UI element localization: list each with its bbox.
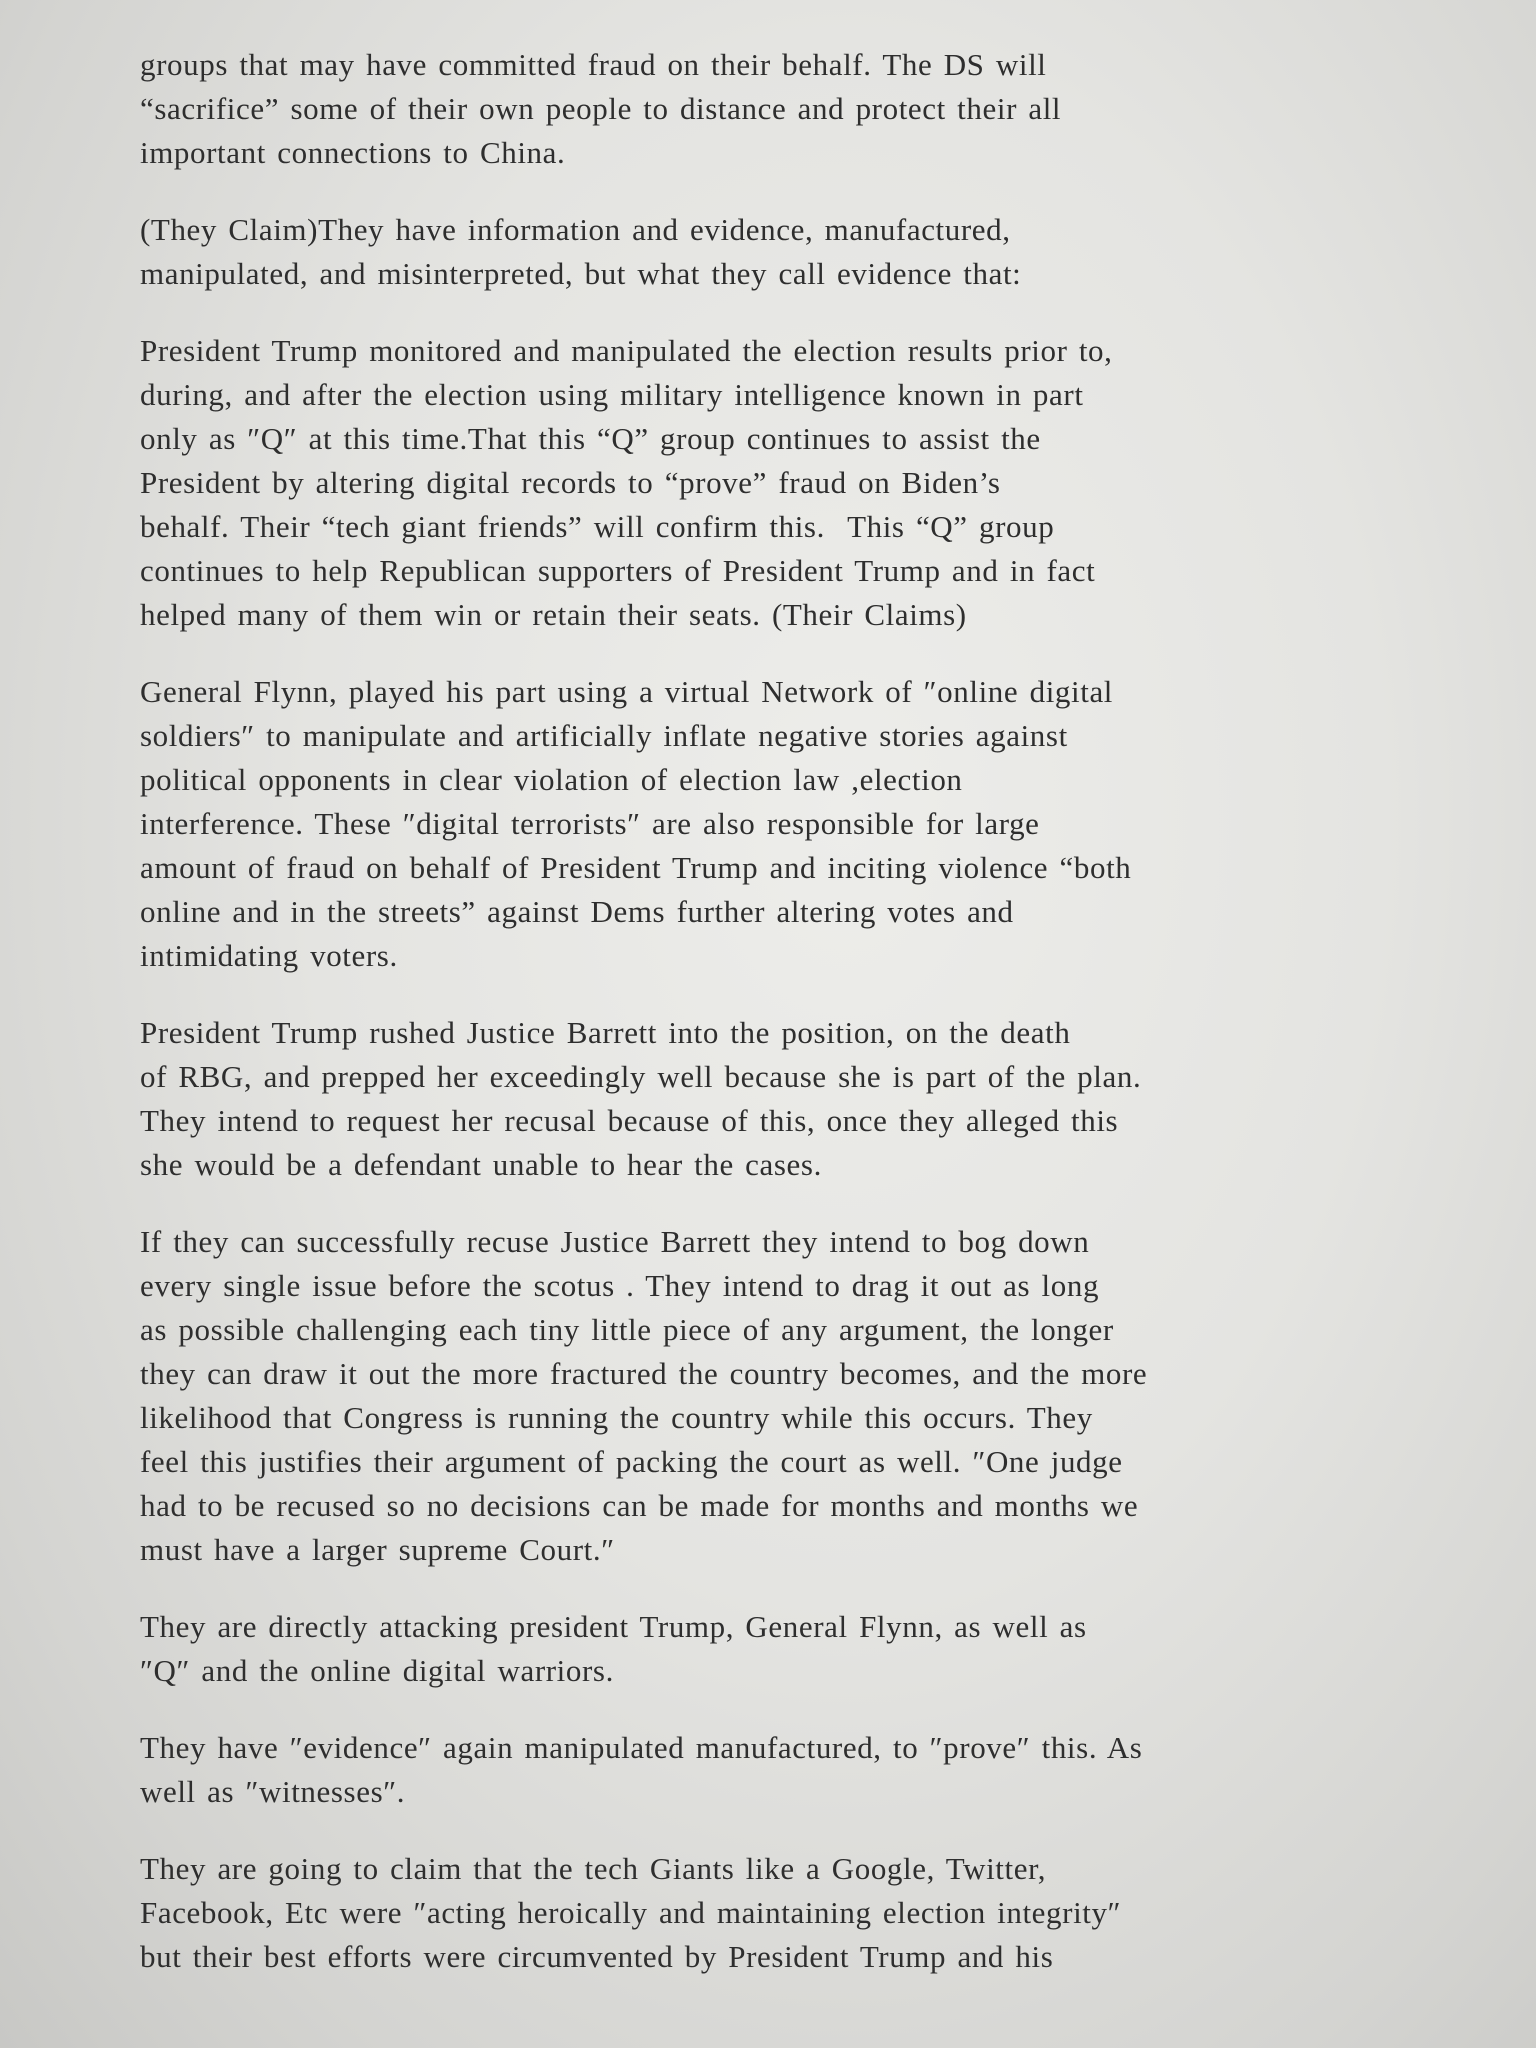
text-line: President by altering digital records to “prove” fraud on Biden’s — [140, 465, 1001, 500]
text-line: If they can successfully recuse Justice Barrett they intend to bog down — [140, 1224, 1090, 1259]
text-line: had to be recused so no decisions can be made for months and months we — [140, 1488, 1139, 1523]
text-line: General Flynn, played his part using a virtual Network of ″online digital — [140, 674, 1114, 709]
text-line: They intend to request her recusal because of this, once they alleged this — [140, 1103, 1119, 1138]
text-line: every single issue before the scotus . They intend to drag it out as long — [140, 1268, 1100, 1303]
paragraph-7 — [140, 1605, 1340, 1693]
text-line: feel this justifies their argument of packing the court as well. ″One judge — [140, 1444, 1123, 1479]
paragraph-2 — [140, 208, 1340, 296]
text-line: only as ″Q″ at this time.That this “Q” group continues to assist the — [140, 421, 1041, 456]
text-line: “sacrifice” some of their own people to distance and protect their all — [140, 91, 1062, 126]
text-line: likelihood that Congress is running the country while this occurs. They — [140, 1400, 1093, 1435]
document-body — [140, 43, 1340, 2012]
text-line: groups that may have committed fraud on their behalf. The DS will — [140, 47, 1047, 82]
text-line: during, and after the election using military intelligence known in part — [140, 377, 1084, 412]
paragraph-1 — [140, 43, 1340, 175]
paragraph-8 — [140, 1726, 1340, 1814]
paragraph-4 — [140, 670, 1340, 978]
text-line: but their best efforts were circumvented by President Trump and his — [140, 1939, 1054, 1974]
text-line: political opponents in clear violation of election law ,election — [140, 762, 963, 797]
text-line: amount of fraud on behalf of President Trump and inciting violence “both — [140, 850, 1132, 885]
text-line: manipulated, and misinterpreted, but what they call evidence that: — [140, 256, 1022, 291]
text-line: helped many of them win or retain their seats. (Their Claims) — [140, 597, 967, 632]
paragraph-6 — [140, 1220, 1340, 1572]
text-line: important connections to China. — [140, 135, 566, 170]
text-line: intimidating voters. — [140, 938, 398, 973]
text-line: interference. These ″digital terrorists″ are also responsible for large — [140, 806, 1040, 841]
text-line: online and in the streets” against Dems further altering votes and — [140, 894, 1014, 929]
text-line: President Trump monitored and manipulated the election results prior to, — [140, 333, 1113, 368]
text-line: soldiers″ to manipulate and artificially inflate negative stories against — [140, 718, 1068, 753]
text-line: she would be a defendant unable to hear the cases. — [140, 1147, 822, 1182]
text-line: must have a larger supreme Court.″ — [140, 1532, 615, 1567]
text-line: They have ″evidence″ again manipulated manufactured, to ″prove″ this. As — [140, 1730, 1143, 1765]
text-line: continues to help Republican supporters of President Trump and in fact — [140, 553, 1096, 588]
text-line: behalf. Their “tech giant friends” will confirm this. This “Q” group — [140, 509, 1055, 544]
text-line: of RBG, and prepped her exceedingly well because she is part of the plan. — [140, 1059, 1142, 1094]
text-line: well as ″witnesses″. — [140, 1774, 406, 1809]
text-line: President Trump rushed Justice Barrett into the position, on the death — [140, 1015, 1071, 1050]
text-line: They are going to claim that the tech Giants like a Google, Twitter, — [140, 1851, 1047, 1886]
text-line: Facebook, Etc were ″acting heroically and maintaining election integrity″ — [140, 1895, 1122, 1930]
text-line: They are directly attacking president Trump, General Flynn, as well as — [140, 1609, 1087, 1644]
paragraph-3 — [140, 329, 1340, 637]
text-line: they can draw it out the more fractured the country becomes, and the more — [140, 1356, 1148, 1391]
text-line: (They Claim)They have information and evidence, manufactured, — [140, 212, 1011, 247]
text-line: ″Q″ and the online digital warriors. — [140, 1653, 614, 1688]
paragraph-5 — [140, 1011, 1340, 1187]
text-line: as possible challenging each tiny little piece of any argument, the longer — [140, 1312, 1114, 1347]
paragraph-9 — [140, 1847, 1340, 1979]
